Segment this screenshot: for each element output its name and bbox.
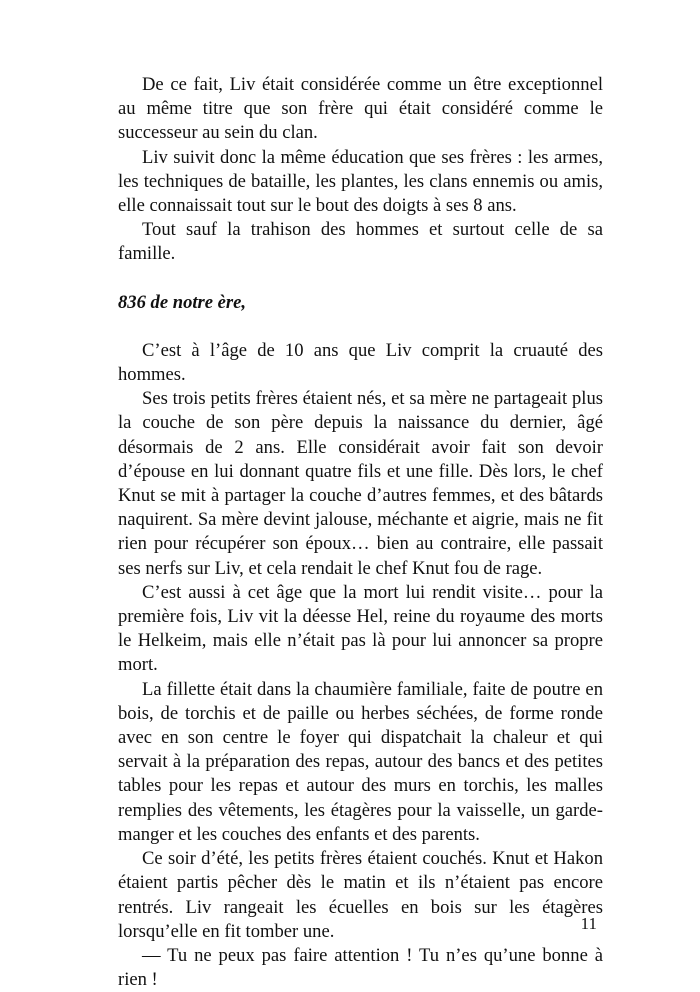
- paragraph: La fillette était dans la chaumière familiale, faite de poutre en bois, de torchis et de paille ou herbes séchées, de forme ronde avec en son centre le foyer qui dispatchait la chaleur et qui servait à la préparation des repas, autour des bancs et des petites tables pour les repas et autour des murs en torchis, les malles remplies des vêtements, les étagères pour la vaisselle, un garde-manger et les couches des enfants et des parents.: [118, 678, 603, 845]
- section-heading: 836 de notre ère,: [118, 291, 247, 313]
- dialogue-line: — Tu ne peux pas faire attention ! Tu n’es qu’une bonne à rien !: [118, 944, 603, 991]
- page-body-text: [118, 73, 603, 992]
- paragraph: C’est aussi à cet âge que la mort lui rendit visite… pour la première fois, Liv vit la déesse Hel, reine du royaume des morts le Helkeim, mais elle n’était pas là pour lui annoncer sa propre mort.: [118, 581, 603, 676]
- paragraph: Liv suivit donc la même éducation que ses frères : les armes, les techniques de bataille, les plantes, les clans ennemis ou amis, elle connaissait tout sur le bout des doigts à ses 8 ans.: [118, 146, 603, 217]
- paragraph: Ses trois petits frères étaient nés, et sa mère ne partageait plus la couche de son père depuis la naissance du dernier, âgé désormais de 2 ans. Elle considérait avoir fait son devoir d’épouse en lui donnant quatre fils et une fille. Dès lors, le chef Knut se mit à partager la couche d’autres femmes, et des bâtards naquirent. Sa mère devint jalouse, méchante et aigrie, mais ne fit rien pour récupérer son époux… bien au contraire, elle passait ses nerfs sur Liv, et cela rendait le chef Knut fou de rage.: [118, 388, 603, 579]
- paragraph: C’est à l’âge de 10 ans que Liv comprit la cruauté des hommes.: [118, 339, 603, 386]
- paragraph: De ce fait, Liv était considérée comme un être exceptionnel au même titre que son frère qui était considéré comme le successeur au sein du clan.: [118, 74, 603, 144]
- paragraph: Tout sauf la trahison des hommes et surtout celle de sa famille.: [118, 219, 603, 265]
- page-number: 11: [580, 914, 597, 933]
- paragraph: Ce soir d’été, les petits frères étaient couchés. Knut et Hakon étaient partis pêcher dès le matin et ils n’étaient pas encore rentrés. Liv rangeait les écuelles en bois sur les étagères lorsqu’elle en fit tomber une.: [118, 848, 603, 942]
